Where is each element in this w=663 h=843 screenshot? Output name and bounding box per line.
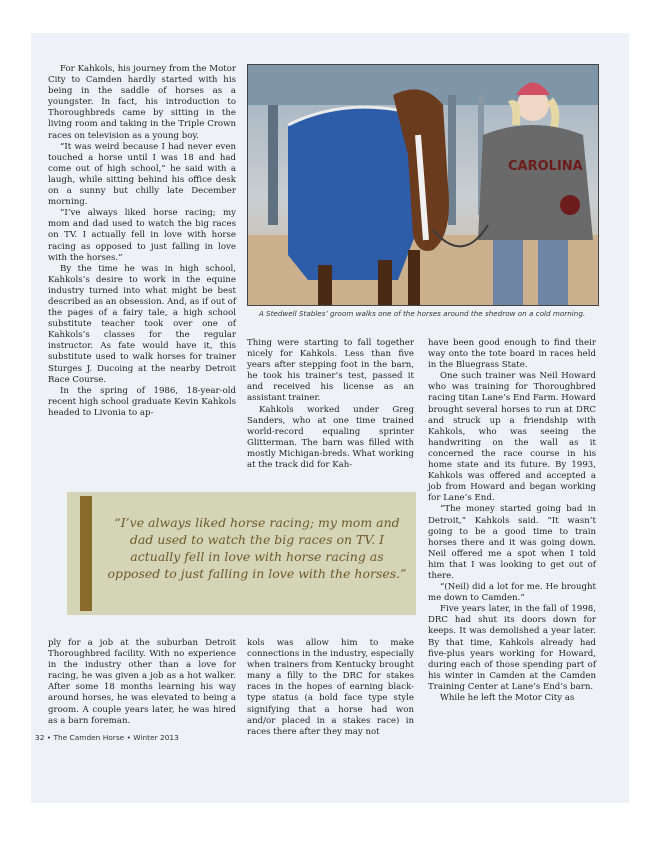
paragraph: Kahkols worked under Greg Sanders, who at one time trained world-record equaling sprinter Glitterman. The barn was filled with mostly Michigan-breds. What working at the track did for Kah- [247,404,414,471]
paragraph: ply for a job at the suburban Detroit Thoroughbred facility. With no experience in the industry other than a love for racing, he was given a job as a hot walker. After some 18 months learning his way around horses, he was elevated to being a groom. A couple years later, he was hired as a barn foreman. [48,638,236,726]
pull-quote-box [67,492,416,615]
paragraph: Thing were starting to fall together nicely for Kahkols. Less than five years after stepping foot in the barn, he took his trainer’s test, passed it and received his license as an assistant trainer. [247,338,414,404]
paragraph: While he left the Motor City as [440,693,575,703]
horse-groom-image [248,65,598,305]
paragraph: “(Neil) did a lot for me. He brought me down to Camden.” [428,582,596,604]
column-1-bottom-text [48,638,236,727]
column-2-bottom-text [247,638,414,738]
pull-quote-text: “I’ve always liked horse racing; my mom and dad used to watch the big races on TV. I actually fell in love with horse racing as opposed to just falling in love with the horses.” [107,515,407,581]
page-folio: 32 • The Camden Horse • Winter 2013 [35,733,179,742]
paragraph: Five years later, in the fall of 1998, DRC had shut its doors down for keeps. It was demolished a year later. By that time, Kahkols already had five-plus years working for Howard, during each of those spending part of his winter in Camden at the Camden Training Center at Lane’s End’s barn. [428,604,596,692]
pull-quote-bar [80,496,92,611]
paragraph: kols was allow him to make connections in the industry, especially when trainers from Kentucky brought many a filly to the DRC for stakes races in the hopes of earning black-type status (a bold face type style signifying that a horse had won and/or placed in a stakes race) in races there after they may not [247,638,414,737]
paragraph: One such trainer was Neil Howard who was training for Thoroughbred racing titan Lane’s End Farm. Howard brought several horses to run at DRC and struck up a friendship with Kahkols, who was seeing the handwriting on the wall as it concerned the race course in his home state and its future. By 1993, Kahkols was offered and accepted a job from Howard and began working for Lane’s End. [428,371,596,504]
paragraph: In the spring of 1986, 18-year-old recent high school graduate Kevin Kahkols headed to Livonia to ap- [48,385,236,418]
paragraph: have been good enough to find their way onto the tote board in races held in the Bluegrass State. [428,338,596,371]
paragraph: For Kahkols, his journey from the Motor City to Camden hardly started with his being in the saddle of horses as a youngster. In fact, his introduction to Thoroughbreds came by sitting in the living room and taking in the Triple Crown races on television as a young boy. [48,64,236,141]
article-photo [247,64,599,306]
column-1-text [48,64,236,419]
paragraph: “It was weird because I had never even touched a horse until I was 18 and had come out of high school,” he said with a laugh, while sitting behind his office desk on a sunny but chilly late December morning. [48,141,236,208]
paragraph: “The money started going bad in Detroit,” Kahkols said. “It wasn’t going to be a good time to train horses there and it was going down. Neil offered me a spot when I told him that I was looking to get out of there. [428,504,596,581]
sweatshirt-text: CAROLINA [508,159,583,174]
paragraph: By the time he was in high school, Kahkols’s desire to work in the equine industry turned into what might be best described as an obsession. And, as if out of the pages of a fairy tale, a high school substitute teacher took over one of Kahkols’s classes for the regular instructor. As fate would have it, this substitute used to walk horses for trainer Sturges J. Ducoing at the nearby Detroit Race Course. [48,263,236,385]
paragraph: “I’ve always liked horse racing; my mom and dad used to watch the big races on TV. I actually fell in love with horse racing as opposed to just falling in love with the horses.” [48,208,236,263]
column-2-text [247,338,414,471]
photo-caption: A Stedwell Stables’ groom walks one of the horses around the shedrow on a cold morning. [258,309,586,318]
column-3-text [428,338,596,704]
